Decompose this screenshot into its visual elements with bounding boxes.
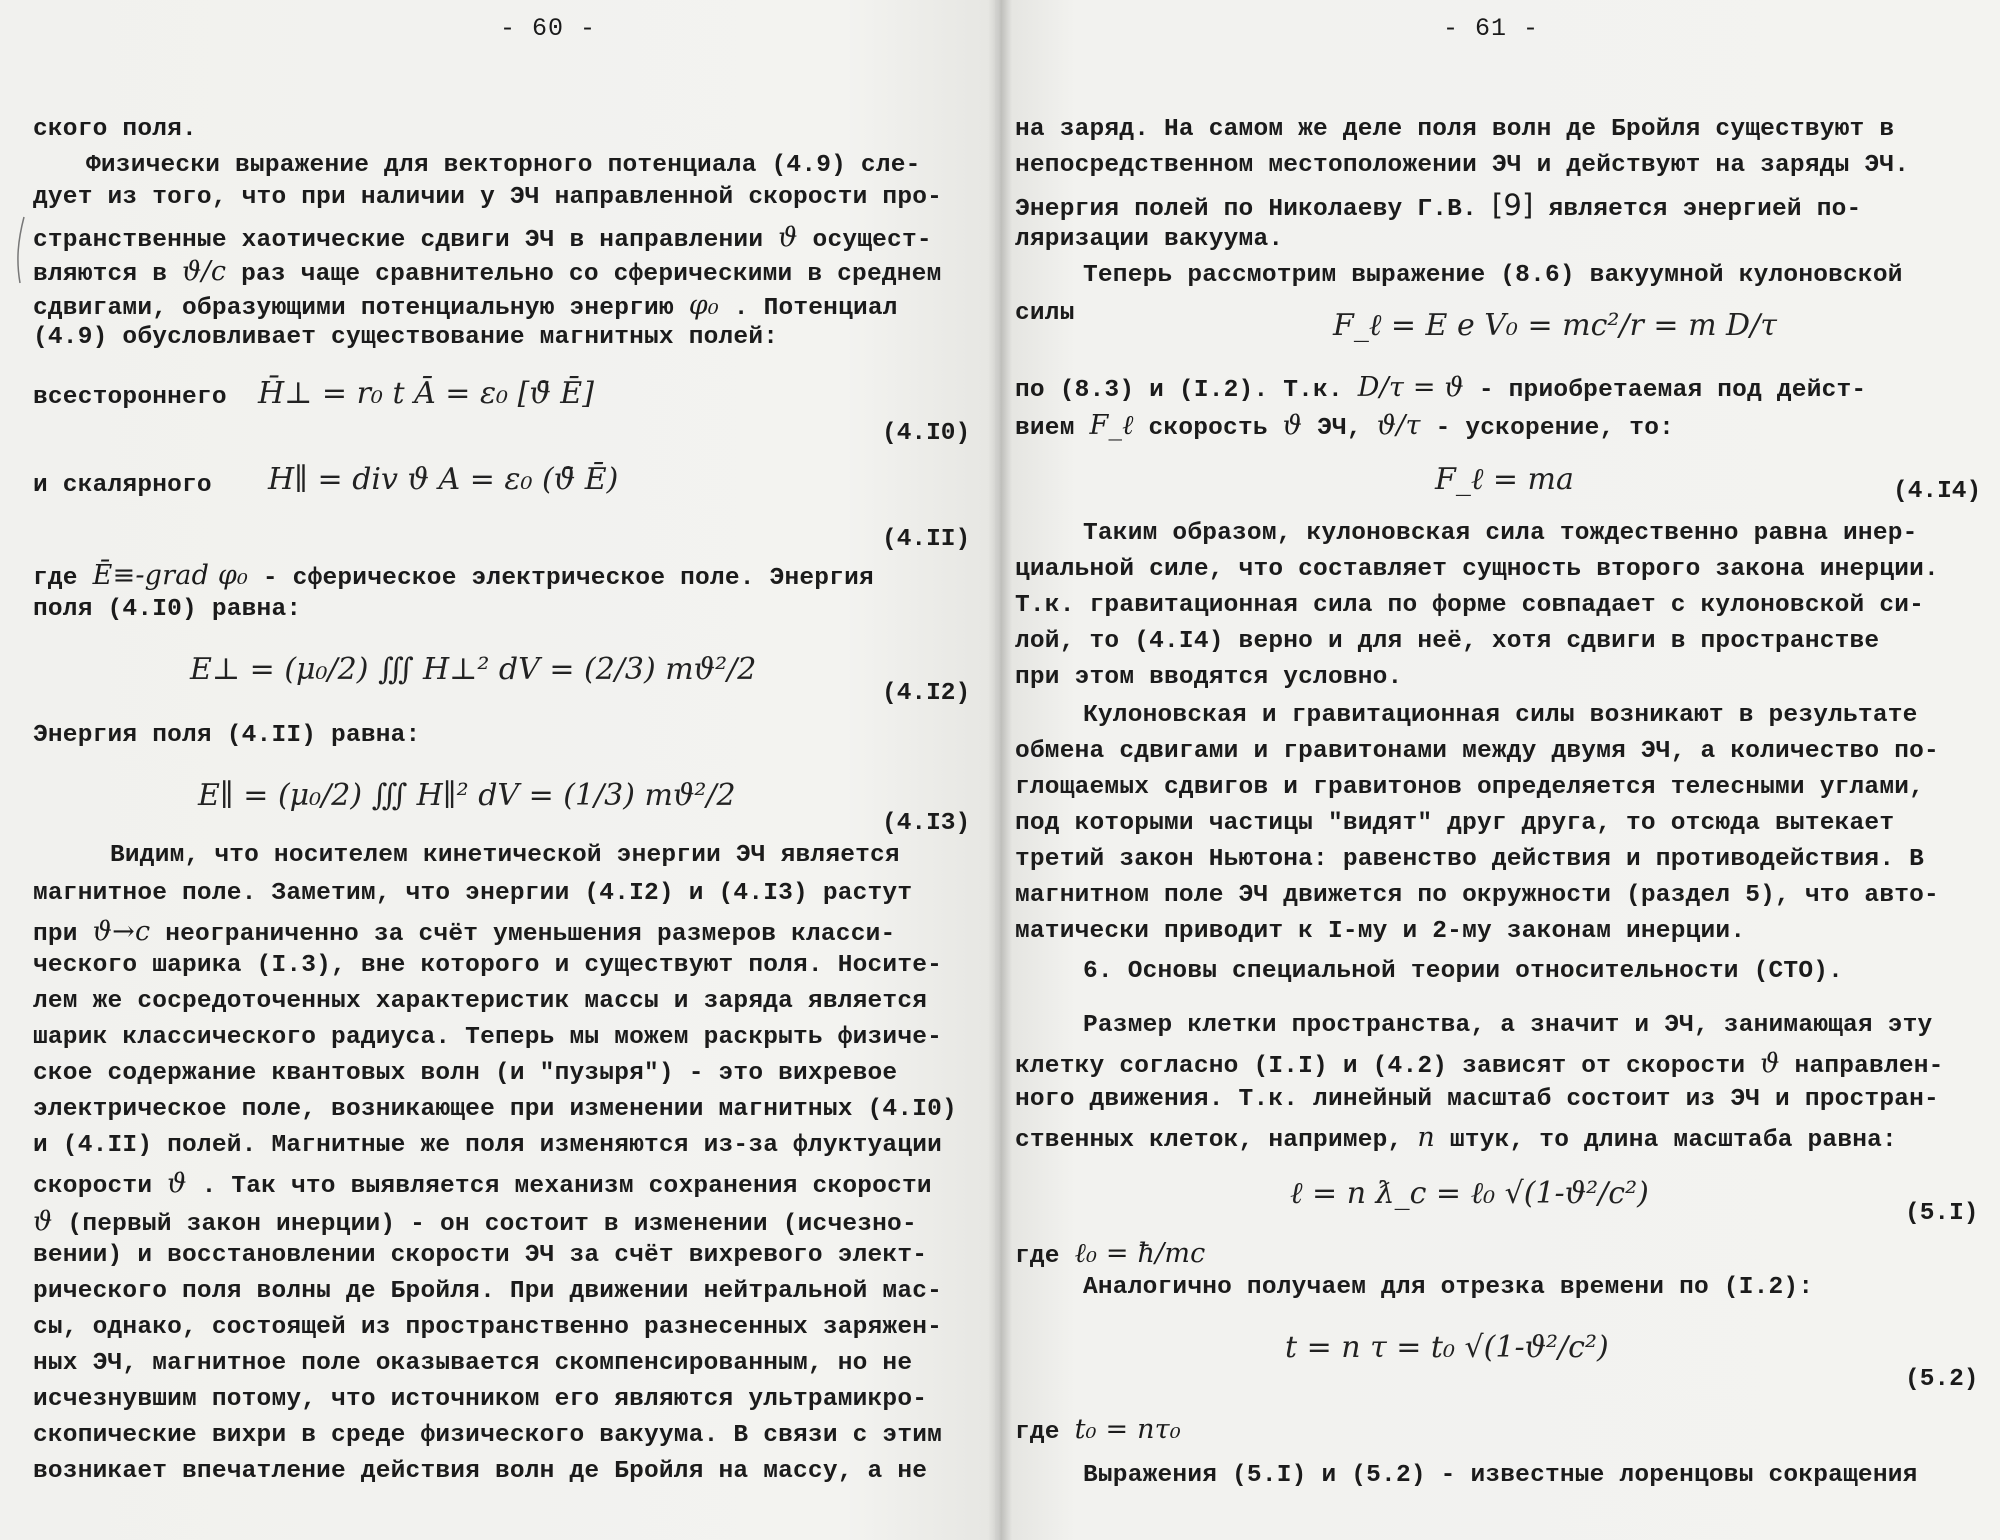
pencil-mark	[10, 215, 30, 285]
text-line: дует из того, что при наличии у ЭЧ направленной скорости про-	[33, 184, 943, 211]
text-line: магнитном поле ЭЧ движется по окружности (раздел 5), что авто-	[1015, 882, 1939, 909]
text-line: Теперь рассмотрим выражение (8.6) вакуумной кулоновской	[1083, 262, 1903, 289]
text-line: сдвигами, образующими потенциальную энергию φ₀ . Потенциал	[33, 290, 898, 322]
text-line: странственные хаотические сдвиги ЭЧ в направлении ϑ осущест-	[33, 222, 932, 254]
text-line: ческого шарика (I.3), вне которого и существуют поля. Носите-	[33, 952, 943, 979]
text-line: и скалярного	[33, 472, 212, 499]
v-to-c-symbol: ϑ→c	[92, 916, 151, 947]
text-line: ного движения. Т.к. линейный масштаб состоит из ЭЧ и простран-	[1015, 1086, 1939, 1113]
page-number: - 61 -	[1443, 14, 1540, 43]
text-line: клетку согласно (I.I) и (4.2) зависят от скорости ϑ направлен-	[1015, 1048, 1944, 1080]
equation-number: (4.I0)	[882, 420, 971, 447]
phi0-symbol: φ₀	[688, 290, 719, 321]
d-over-tau-symbol: D/τ = ϑ	[1357, 372, 1464, 403]
text-line: Таким образом, кулоновская сила тождественно равна инер-	[1083, 520, 1918, 547]
text-line: Энергия поля (4.II) равна:	[33, 722, 421, 749]
text-line: скорости ϑ . Так что выявляется механизм сохранения скорости	[33, 1168, 932, 1200]
text-line: где ℓ₀ = ħ/mc	[1015, 1238, 1206, 1270]
velocity-symbol: ϑ	[167, 1168, 187, 1199]
section-heading: 6. Основы специальной теории относительности (СТО).	[1083, 958, 1844, 985]
text-line: рического поля волны де Бройля. При движении нейтральной мас-	[33, 1278, 943, 1305]
text-line: всестороннего	[33, 384, 227, 411]
text-line: по (8.3) и (I.2). Т.к. D/τ = ϑ - приобретаемая под дейст-	[1015, 372, 1867, 404]
egrad-symbol: Ē≡-grad φ₀	[92, 560, 248, 591]
formula-e-par: E∥ = (μ₀/2) ∭ H∥² dV = (1/3) mϑ²/2	[198, 778, 736, 813]
text-line: глощаемых сдвигов и гравитонов определяется телесными углами,	[1015, 774, 1925, 801]
text-line: скопические вихри в среде физического вакуума. В связи с этим	[33, 1422, 943, 1449]
text-line: поля (4.I0) равна:	[33, 596, 302, 623]
text-line: третий закон Ньютона: равенство действия и противодействия. В	[1015, 846, 1925, 873]
text-line: матически приводит к I-му и 2-му законам инерции.	[1015, 918, 1746, 945]
page-number: - 60 -	[500, 14, 597, 43]
velocity-symbol: ϑ	[1760, 1048, 1780, 1079]
text-line: магнитное поле. Заметим, что энергии (4.I2) и (4.I3) растут	[33, 880, 913, 907]
text-line: электрическое поле, возникающее при изменении магнитных (4.I0)	[33, 1096, 957, 1123]
velocity-symbol: ϑ	[33, 1206, 53, 1237]
l0-symbol: ℓ₀ = ħ/mc	[1074, 1238, 1206, 1269]
text-line: Кулоновская и гравитационная силы возникают в результате	[1083, 702, 1918, 729]
text-line: непосредственном местоположении ЭЧ и действуют на заряды ЭЧ.	[1015, 152, 1910, 179]
text-line: при ϑ→c неограниченно за счёт уменьшения размеров класси-	[33, 916, 896, 948]
text-line: вляются в ϑ/c раз чаще сравнительно со сферическими в среднем	[33, 256, 942, 288]
text-line: возникает впечатление действия волн де Бройля на массу, а не	[33, 1458, 928, 1485]
formula-e-perp: E⊥ = (μ₀/2) ∭ H⊥² dV = (2/3) mϑ²/2	[190, 652, 757, 687]
t0-symbol: t₀ = nτ₀	[1074, 1414, 1181, 1445]
text-line: ское содержание квантовых волн (и "пузыря") - это вихревое	[33, 1060, 898, 1087]
text-line: сы, однако, состоящей из пространственно разнесенных заряжен-	[33, 1314, 943, 1341]
text-line: лем же сосредоточенных характеристик массы и заряда является	[33, 988, 928, 1015]
formula-newton: F_ℓ = ma	[1435, 462, 1574, 497]
text-line: обмена сдвигами и гравитонами между двумя ЭЧ, а количество по-	[1015, 738, 1939, 765]
page-60	[0, 0, 995, 1540]
equation-number: (5.I)	[1905, 1200, 1979, 1227]
text-line: шарик классического радиуса. Теперь мы можем раскрыть физиче-	[33, 1024, 943, 1051]
v-over-c-symbol: ϑ/c	[182, 256, 227, 287]
text-line: и (4.II) полей. Магнитные же поля изменяются из-за флуктуации	[33, 1132, 943, 1159]
text-line: при этом вводятся условно.	[1015, 664, 1403, 691]
n-symbol: n	[1417, 1122, 1435, 1153]
text-line: исчезнувшим потому, что источником его являются ультрамикро-	[33, 1386, 928, 1413]
text-line: Т.к. гравитационная сила по форме совпадает с кулоновской си-	[1015, 592, 1925, 619]
text-line: где Ē≡-grad φ₀ - сферическое электрическое поле. Энергия	[33, 560, 874, 592]
text-line: циальной силе, что составляет сущность второго закона инерции.	[1015, 556, 1939, 583]
formula-h-par: H∥ = div ϑ A = ε₀ (ϑ̄ Ē)	[268, 462, 619, 497]
text-line: на заряд. На самом же деле поля волн де Бройля существуют в	[1015, 116, 1895, 143]
text-line: Видим, что носителем кинетической энергии ЭЧ является	[110, 842, 900, 869]
velocity-symbol: ϑ	[778, 222, 798, 253]
text-line: (4.9) обусловливает существование магнитных полей:	[33, 324, 779, 351]
equation-number: (4.I2)	[882, 680, 971, 707]
text-line: под которыми частицы "видят" друг друга, то отсюда вытекает	[1015, 810, 1895, 837]
text-line: силы	[1015, 300, 1075, 327]
force-symbol: F_ℓ	[1089, 410, 1134, 441]
page-61	[995, 0, 2000, 1540]
text-line: лой, то (4.I4) верно и для неё, хотя сдвиги в пространстве	[1015, 628, 1880, 655]
text-line: ных ЭЧ, магнитное поле оказывается скомпенсированным, но не	[33, 1350, 913, 1377]
equation-number: (4.II)	[882, 526, 971, 553]
reference-number: [9]	[1491, 188, 1534, 222]
text-line: Физически выражение для векторного потенциала (4.9) сле-	[86, 152, 921, 179]
formula-length: ℓ = n ƛ_c = ℓ₀ √(1-ϑ²/c²)	[1290, 1176, 1649, 1211]
velocity-symbol: ϑ	[1282, 410, 1303, 441]
text-line: ляризации вакуума.	[1015, 226, 1284, 253]
text-line: Аналогично получаем для отрезка времени по (I.2):	[1083, 1274, 1814, 1301]
text-line: ского поля.	[33, 116, 197, 143]
formula-time: t = n τ = t₀ √(1-ϑ²/c²)	[1285, 1330, 1609, 1365]
text-line: Энергия полей по Николаеву Г.В. [9] является энергией по-	[1015, 188, 1862, 223]
text-line: вием F_ℓ скорость ϑ ЭЧ, ϑ/τ - ускорение, то:	[1015, 410, 1675, 442]
text-line: Размер клетки пространства, а значит и ЭЧ, занимающая эту	[1083, 1012, 1933, 1039]
formula-h-perp: H̄⊥ = r₀ t Ā = ε₀ [ϑ̄ Ē]	[258, 376, 594, 411]
text-line: ϑ (первый закон инерции) - он состоит в изменении (исчезно-	[33, 1206, 917, 1238]
text-line: вении) и восстановлении скорости ЭЧ за счёт вихревого элект-	[33, 1242, 928, 1269]
text-line: где t₀ = nτ₀	[1015, 1414, 1181, 1446]
formula-coulomb: F_ℓ = E e V₀ = mc²/r = m D/τ	[1333, 308, 1777, 343]
text-line: ственных клеток, например, n штук, то длина масштаба равна:	[1015, 1122, 1897, 1154]
equation-number: (5.2)	[1905, 1366, 1979, 1393]
text-line: Выражения (5.I) и (5.2) - известные лоренцовы сокращения	[1083, 1462, 1918, 1489]
equation-number: (4.I3)	[882, 810, 971, 837]
v-over-tau-symbol: ϑ/τ	[1376, 410, 1421, 441]
equation-number: (4.I4)	[1893, 478, 1982, 505]
book-gutter	[988, 0, 1012, 1540]
